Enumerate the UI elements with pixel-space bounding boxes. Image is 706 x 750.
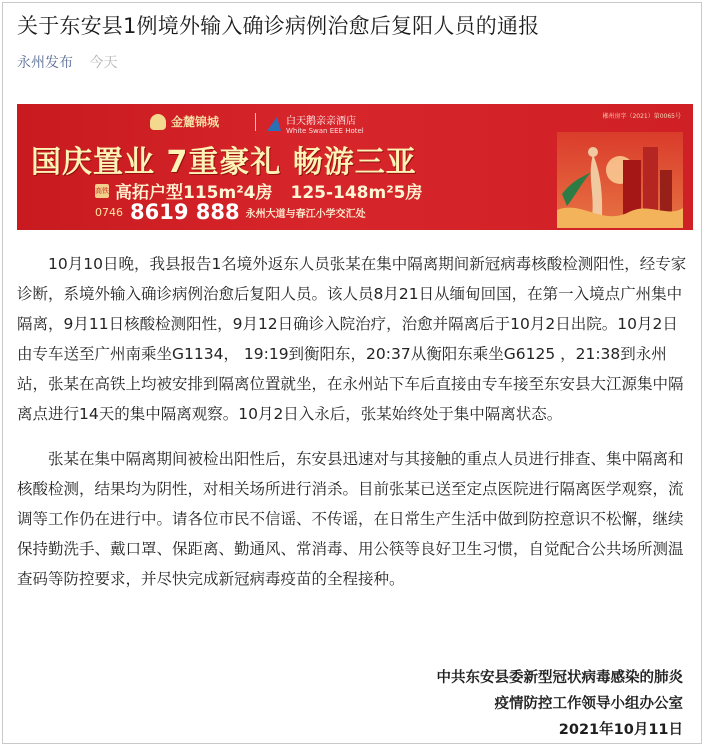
brand-logo-right <box>267 112 364 135</box>
signature-date: 2021年10月11日 <box>558 722 683 738</box>
brand-right-name: 白天鹅亲亲酒店 <box>286 116 356 127</box>
sanya-scenery-illustration <box>557 132 683 228</box>
lotus-logo-icon <box>150 114 166 130</box>
offer-alt: 125-148m²5房 <box>290 183 423 203</box>
signature-block <box>437 665 684 743</box>
article-page <box>2 2 702 744</box>
article-meta <box>17 53 117 73</box>
banner-address: 永州大道与春江小学交汇处 <box>245 208 366 220</box>
banner-contact <box>95 200 366 224</box>
brand-divider <box>255 113 256 131</box>
brand-left-name: 金麓锦城 <box>171 115 220 129</box>
ad-banner[interactable] <box>17 104 693 230</box>
rail-tag-icon: 高铁 <box>95 184 109 198</box>
publish-date: 今天 <box>89 55 118 71</box>
swan-logo-icon <box>267 117 281 131</box>
paragraph-2: 张某在集中隔离期间被检出阳性后，东安县迅速对与其接触的重点人员进行排查、集中隔离和核酸检测，结果均为阴性，对相关场所进行消杀。目前张某已送至定点医院进行隔离医学观察，流调等工作仍在进行中。请各位市民不信谣、不传谣，在日常生产生活中做到防控意识不松懈，继续保持勤洗手、戴口罩、保距离、勤通风、常消毒、用公筷等良好卫生习惯，自觉配合公共场所测温查码等防控要求，并尽快完成新冠病毒疫苗的全程接种。 <box>17 450 684 588</box>
brand-right-en: White Swan EEE Hotel <box>286 127 364 135</box>
offer-main: 高拓户型115m²4房 <box>115 183 273 203</box>
paragraph-1: 10月10日晚，我县报告1名境外返东人员张某在集中隔离期间新冠病毒核酸检测阳性，经专家诊断，系境外输入确诊病例治愈后复阳人员。该人员8月21日从缅甸回国，在第一入境点广州集中隔离，9月11日核酸检测阳性，9月12日确诊入院治疗，治愈并隔离后于10月2日出院。10月2日由专车送至广州南乘坐G1134， 19:19到衡阳东，20:37从衡阳东乘坐G6125 ，21:38到永州站，张某在高铁上均被安排到隔离位置就坐，在永州站下车后直接由专车接至东安县大江源集中隔离点进行14天的集中隔离观察。10月2日入永后，张某始终处于集中隔离状态。 <box>17 255 687 423</box>
article-body <box>17 249 691 609</box>
source-link[interactable]: 永州发布 <box>17 55 73 71</box>
brand-logo-left <box>150 113 219 130</box>
license-fine-print: 郴州房字（2021）第0065号 <box>602 113 681 120</box>
phone-number: 8619 888 <box>130 200 240 224</box>
signature-line-2: 疫情防控工作领导小组办公室 <box>494 696 683 712</box>
article-title: 关于东安县1例境外输入确诊病例治愈后复阳人员的通报 <box>17 14 540 38</box>
signature-line-1: 中共东安县委新型冠状病毒感染的肺炎 <box>436 670 683 686</box>
banner-headline: 国庆置业 7重豪礼 畅游三亚 <box>31 145 417 180</box>
area-code: 0746 <box>95 205 123 219</box>
